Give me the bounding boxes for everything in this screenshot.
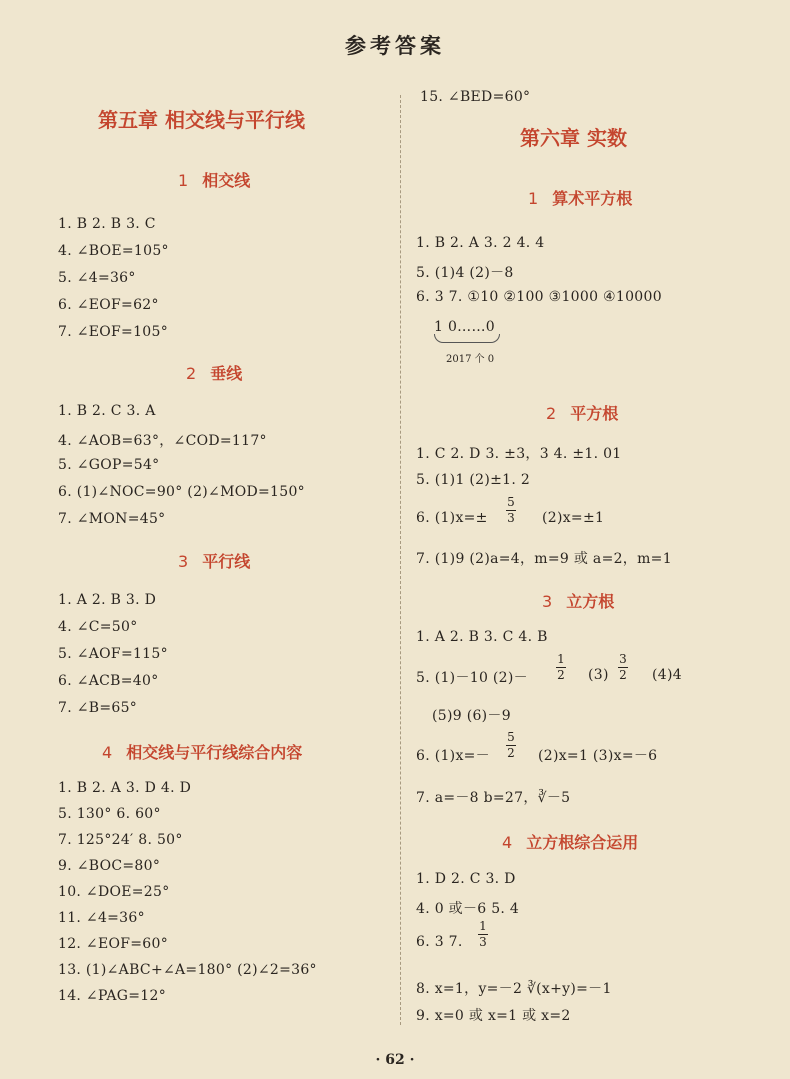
answer-line: 1 0……0 <box>434 319 495 335</box>
section-heading: 3 平行线 <box>178 552 251 571</box>
answer-line: 9. ∠BOC=80° <box>58 858 161 874</box>
underbrace <box>434 334 500 343</box>
fraction: 5 3 <box>507 495 515 525</box>
fraction: 1 2 <box>557 652 565 682</box>
answer-line: 8. x=1，y=－2 ∛(x+y)=－1 <box>416 981 612 997</box>
answer-line: 4. ∠AOB=63°，∠COD=117° <box>58 433 267 449</box>
section-heading: 1 相交线 <box>178 171 251 190</box>
answer-line: 7. a=－8 b=27，∛－5 <box>416 790 571 806</box>
answer-line: 4. ∠C=50° <box>58 619 138 635</box>
answer-line: 6. 3 7. ①10 ②100 ③1000 ④10000 <box>416 289 662 305</box>
answer-line: 11. ∠4=36° <box>58 910 145 926</box>
answer-line: 6. ∠ACB=40° <box>58 673 159 689</box>
section-heading: 4 立方根综合运用 <box>502 833 639 852</box>
section-heading: 2 垂线 <box>186 364 243 383</box>
fraction: 5 2 <box>507 730 515 760</box>
answer-line: 1. A 2. B 3. C 4. B <box>416 629 548 645</box>
section-heading: 3 立方根 <box>542 592 615 611</box>
answer-line: 7. ∠EOF=105° <box>58 324 169 340</box>
column-divider <box>400 95 401 1025</box>
answer-line: 15. ∠BED=60° <box>420 89 531 105</box>
section-heading: 1 算术平方根 <box>528 189 633 208</box>
answer-line: 10. ∠DOE=25° <box>58 884 170 900</box>
answer-line: 5. (1)－10 (2)－ <box>416 670 528 686</box>
chapter-5-heading: 第五章 相交线与平行线 <box>98 108 305 132</box>
answer-line: 5. (1)1 (2)±1. 2 <box>416 472 531 488</box>
brace-note: 2017 个 0 <box>446 354 495 365</box>
answer-line: 9. x=0 或 x=1 或 x=2 <box>416 1008 571 1024</box>
answer-line: 6. (1)x=± <box>416 510 488 526</box>
answer-line: (2)x=1 (3)x=－6 <box>538 748 658 764</box>
answer-line: 1. A 2. B 3. D <box>58 592 157 608</box>
answer-line: 1. D 2. C 3. D <box>416 871 516 887</box>
answer-line: 13. (1)∠ABC+∠A=180° (2)∠2=36° <box>58 962 317 978</box>
fraction: 3 2 <box>619 652 627 682</box>
answer-line: 6. (1)∠NOC=90° (2)∠MOD=150° <box>58 484 305 500</box>
answer-line: 6. (1)x=－ <box>416 748 490 764</box>
answer-line: 1. B 2. B 3. C <box>58 216 156 232</box>
answer-line: 4. ∠BOE=105° <box>58 243 169 259</box>
answer-line: 1. B 2. A 3. 2 4. 4 <box>416 235 545 251</box>
answer-line: 1. B 2. A 3. D 4. D <box>58 780 192 796</box>
answer-line: 7. ∠MON=45° <box>58 511 166 527</box>
answer-line: (2)x=±1 <box>542 510 605 526</box>
answer-line: 7. ∠B=65° <box>58 700 138 716</box>
page-number: · 62 · <box>375 1052 415 1068</box>
answer-line: 6. ∠EOF=62° <box>58 297 159 313</box>
answer-line: 5. (1)4 (2)－8 <box>416 265 514 281</box>
answer-line: 14. ∠PAG=12° <box>58 988 167 1004</box>
answer-line: (5)9 (6)－9 <box>432 708 511 724</box>
answer-line: 7. 125°24′ 8. 50° <box>58 832 183 848</box>
answer-line: (4)4 <box>652 667 682 683</box>
answer-line: 4. 0 或－6 5. 4 <box>416 901 520 917</box>
answer-line: 6. 3 7. <box>416 934 463 950</box>
fraction: 1 3 <box>479 919 487 949</box>
answer-line: 1. B 2. C 3. A <box>58 403 156 419</box>
answer-line: 5. ∠AOF=115° <box>58 646 168 662</box>
chapter-6-heading: 第六章 实数 <box>520 126 627 150</box>
answer-line: 1. C 2. D 3. ±3，3 4. ±1. 01 <box>416 446 622 462</box>
section-heading: 2 平方根 <box>546 404 619 423</box>
answer-line: 5. ∠GOP=54° <box>58 457 160 473</box>
answer-line: (3) <box>588 667 609 683</box>
answer-line: 12. ∠EOF=60° <box>58 936 169 952</box>
answer-line: 5. 130° 6. 60° <box>58 806 161 822</box>
answer-line: 5. ∠4=36° <box>58 270 136 286</box>
answer-line: 7. (1)9 (2)a=4，m=9 或 a=2，m=1 <box>416 551 672 567</box>
page-title: 参考答案 <box>345 34 445 58</box>
section-heading: 4 相交线与平行线综合内容 <box>102 743 303 762</box>
